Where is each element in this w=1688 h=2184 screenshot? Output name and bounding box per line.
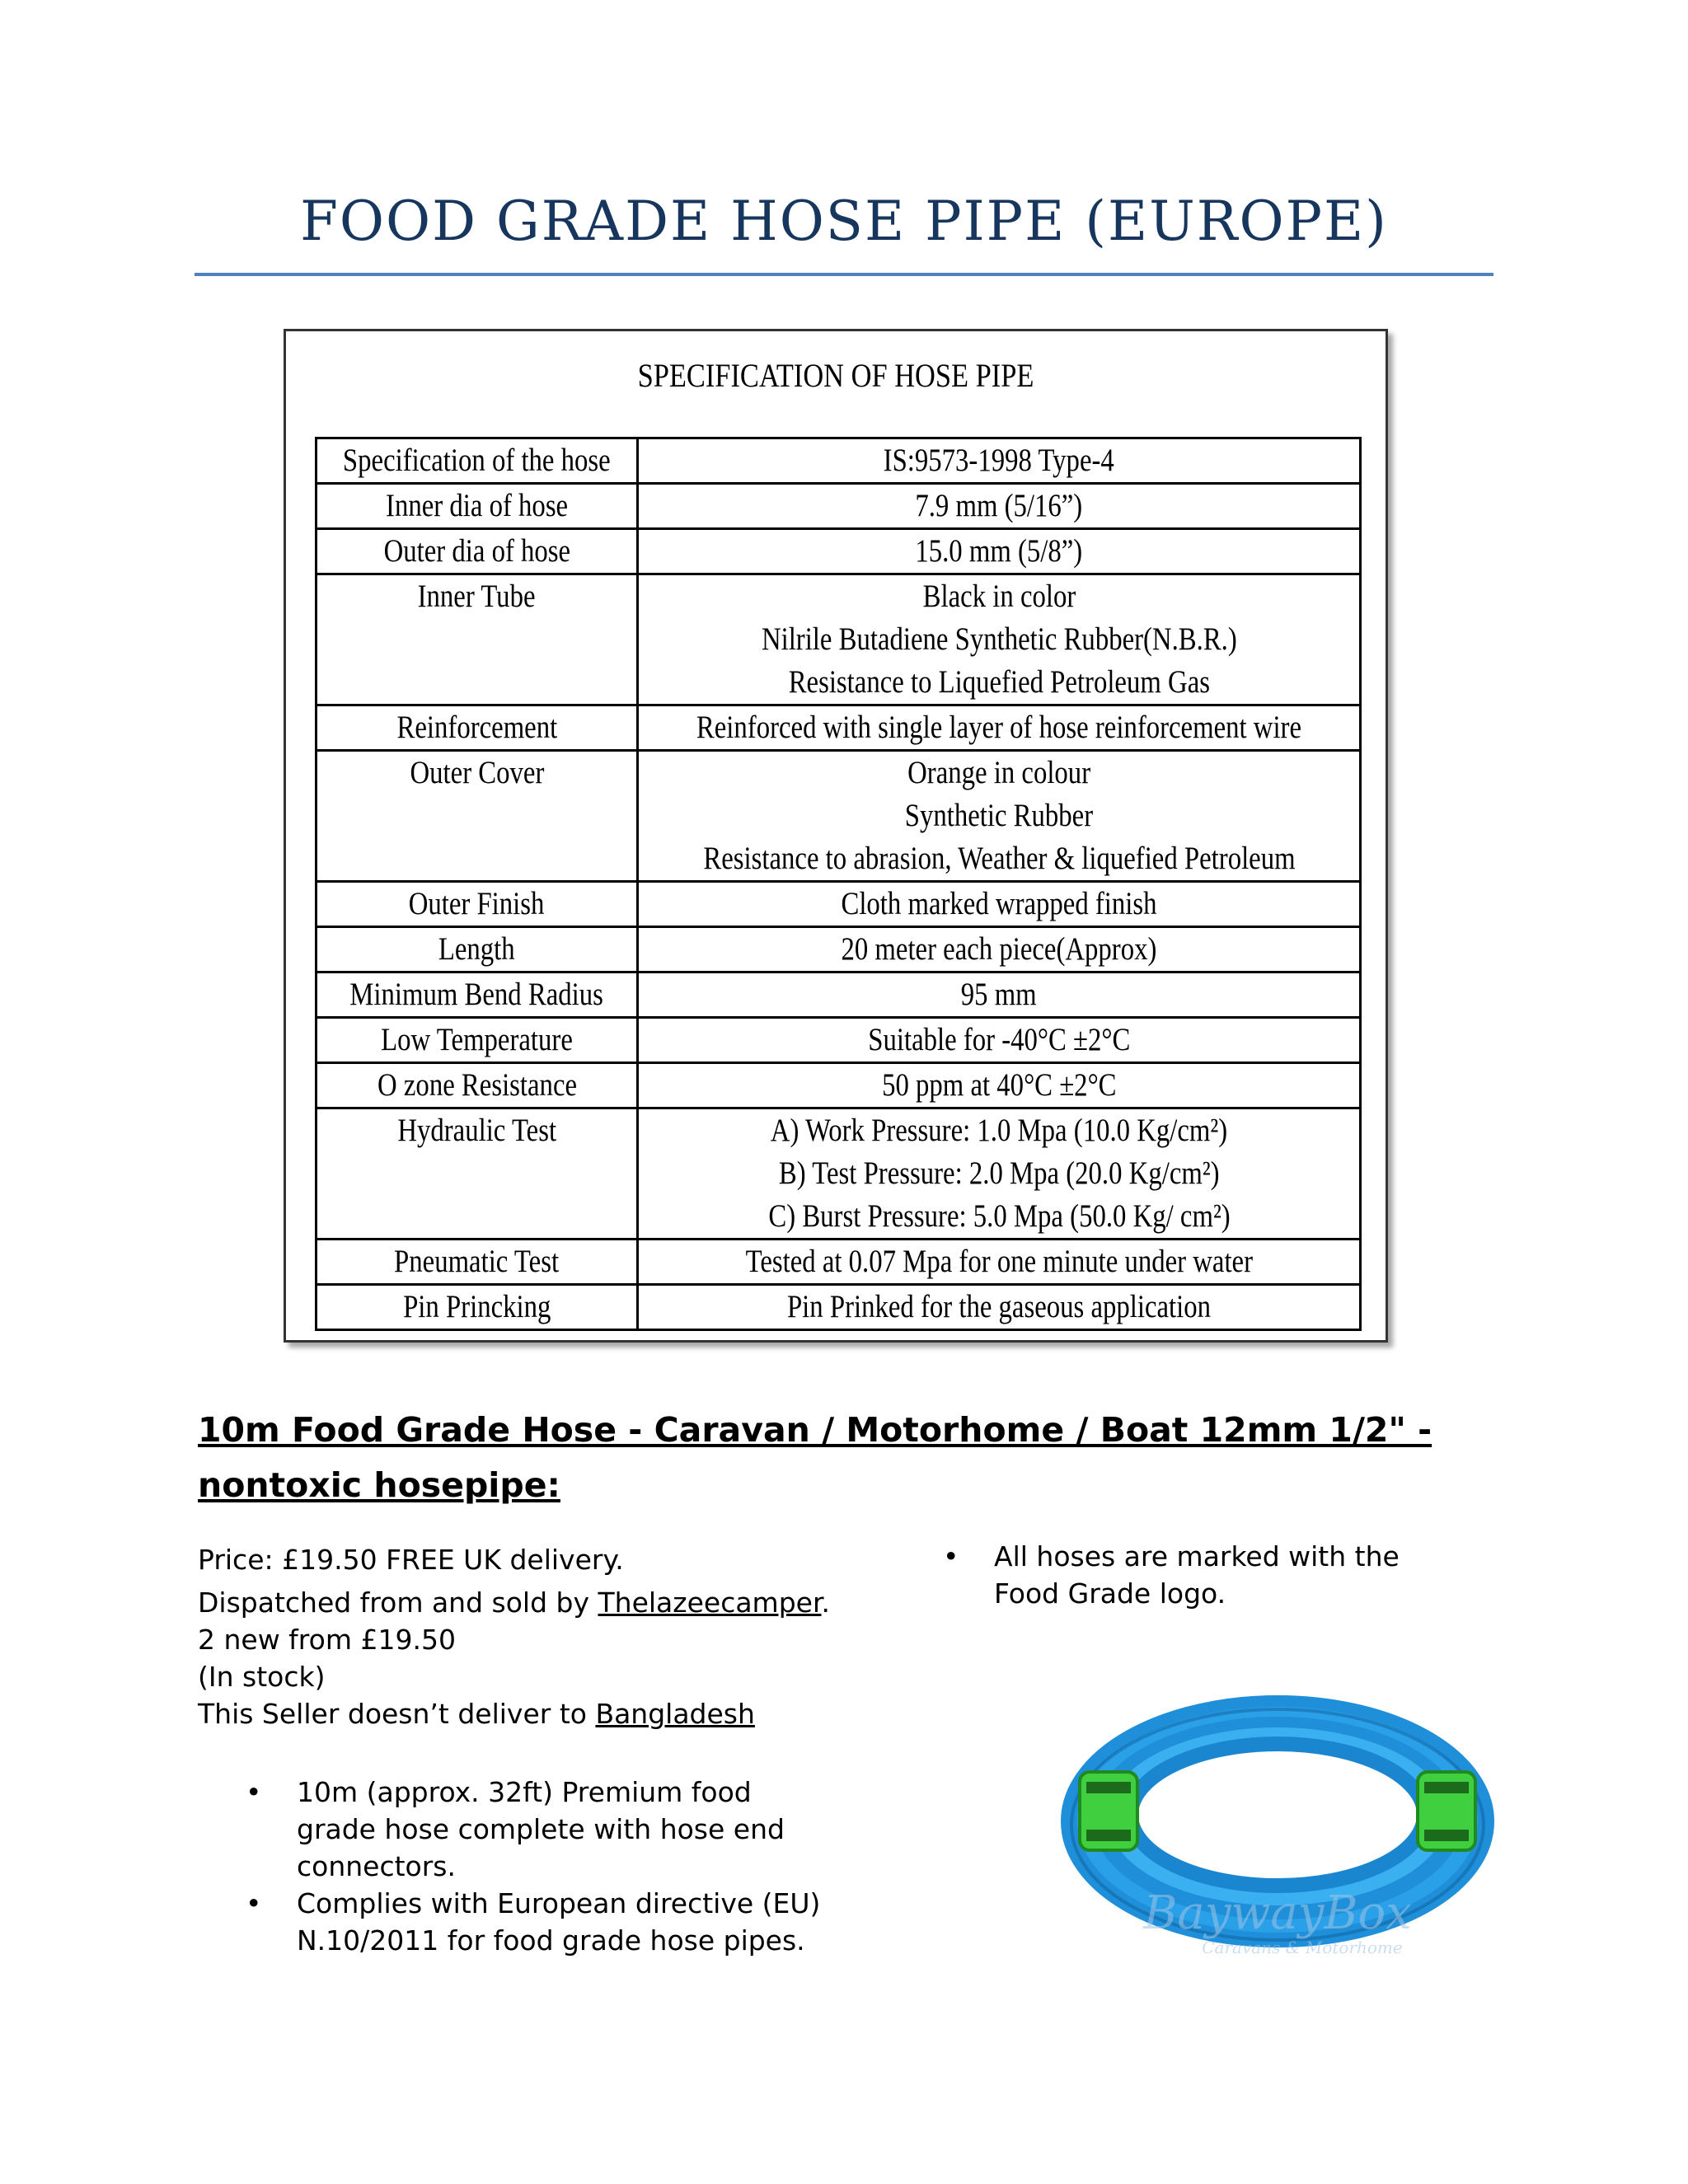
country-link[interactable]: Bangladesh bbox=[595, 1698, 755, 1730]
spec-label bbox=[316, 1240, 638, 1285]
table-row bbox=[316, 705, 1361, 751]
spec-label bbox=[316, 1285, 638, 1330]
spec-label-text: Pin Princking bbox=[402, 1289, 551, 1324]
spec-label-text: Length bbox=[438, 931, 515, 967]
spec-value-line: Tested at 0.07 Mpa for one minute under water bbox=[745, 1244, 1253, 1279]
spec-value-line: Nilrile Butadiene Synthetic Rubber(N.B.R.) bbox=[761, 621, 1237, 657]
spec-label bbox=[316, 574, 638, 705]
table-row bbox=[316, 484, 1361, 529]
table-row bbox=[316, 972, 1361, 1018]
spec-value-line: 20 meter each piece(Approx) bbox=[841, 931, 1157, 967]
spec-value bbox=[638, 1063, 1361, 1108]
spec-value bbox=[638, 438, 1361, 484]
spec-value bbox=[638, 1108, 1361, 1240]
spec-value bbox=[638, 529, 1361, 574]
spec-value-line: B) Test Pressure: 2.0 Mpa (20.0 Kg/cm²) bbox=[778, 1155, 1220, 1191]
dispatch-suffix: . bbox=[821, 1586, 830, 1619]
connector-right-icon bbox=[1418, 1772, 1475, 1850]
spec-label-text: Minimum Bend Radius bbox=[349, 977, 604, 1012]
list-item: • 10m (approx. 32ft) Premium food grade hose complete with hose end connectors. bbox=[198, 1774, 824, 1885]
seller-link[interactable]: Thelazeecamper bbox=[598, 1586, 822, 1619]
spec-label-text: O zone Resistance bbox=[377, 1067, 577, 1103]
spec-value bbox=[638, 1285, 1361, 1330]
spec-label-text: Pneumatic Test bbox=[394, 1244, 560, 1279]
spec-value-line: Cloth marked wrapped finish bbox=[841, 886, 1157, 921]
list-item: • All hoses are marked with the Food Grade logo. bbox=[895, 1538, 1472, 1612]
spec-value bbox=[638, 927, 1361, 972]
list-item: • Complies with European directive (EU) N.10/2011 for food grade hose pipes. bbox=[198, 1885, 824, 1959]
dispatch-line bbox=[198, 1584, 907, 1621]
spec-image-frame bbox=[284, 329, 1388, 1343]
table-row bbox=[316, 882, 1361, 927]
spec-label bbox=[316, 882, 638, 927]
spec-label bbox=[316, 438, 638, 484]
table-row bbox=[316, 1063, 1361, 1108]
spec-label bbox=[316, 972, 638, 1018]
spec-value-line: Pin Prinked for the gaseous application bbox=[787, 1289, 1212, 1324]
spec-value-line: A) Work Pressure: 1.0 Mpa (10.0 Kg/cm²) bbox=[770, 1113, 1228, 1148]
spec-label bbox=[316, 1063, 638, 1108]
spec-label-text: Reinforcement bbox=[396, 710, 557, 745]
spec-label-text: Outer Cover bbox=[410, 755, 544, 790]
spec-heading: SPECIFICATION OF HOSE PIPE bbox=[637, 357, 1034, 394]
spec-label-text: Inner Tube bbox=[418, 579, 536, 614]
spec-value-line: 15.0 mm (5/8”) bbox=[915, 533, 1083, 569]
delivery-prefix: This Seller doesn’t deliver to bbox=[198, 1698, 596, 1730]
new-from-text: 2 new from £19.50 bbox=[198, 1624, 456, 1656]
spec-value bbox=[638, 484, 1361, 529]
spec-value-line: Resistance to Liquefied Petroleum Gas bbox=[788, 664, 1210, 700]
spec-value bbox=[638, 882, 1361, 927]
spec-value bbox=[638, 751, 1361, 882]
spec-value-line: C) Burst Pressure: 5.0 Mpa (50.0 Kg/ cm²) bbox=[767, 1198, 1231, 1234]
spec-value-line: Suitable for -40°C ±2°C bbox=[867, 1022, 1131, 1057]
feature-list-left bbox=[198, 1774, 824, 1959]
spec-value bbox=[638, 574, 1361, 705]
spec-value-line: Resistance to abrasion, Weather & liquefied Petroleum bbox=[702, 841, 1296, 876]
spec-label bbox=[316, 927, 638, 972]
spec-table bbox=[315, 437, 1362, 1331]
spec-value-line: Orange in colour bbox=[907, 755, 1091, 790]
spec-label-text: Hydraulic Test bbox=[397, 1113, 556, 1148]
title-divider bbox=[195, 273, 1493, 276]
spec-label-text: Specification of the hose bbox=[343, 443, 611, 478]
spec-label-text: Outer Finish bbox=[409, 886, 545, 921]
spec-value-line: 50 ppm at 40°C ±2°C bbox=[881, 1067, 1117, 1103]
feature-list-right bbox=[895, 1538, 1472, 1612]
stock-status: (In stock) bbox=[198, 1661, 326, 1693]
spec-label bbox=[316, 529, 638, 574]
table-row bbox=[316, 1018, 1361, 1063]
table-row bbox=[316, 1108, 1361, 1240]
delivery-line bbox=[198, 1695, 907, 1732]
table-row bbox=[316, 529, 1361, 574]
spec-value bbox=[638, 1240, 1361, 1285]
table-row bbox=[316, 438, 1361, 484]
spec-value bbox=[638, 1018, 1361, 1063]
price-text: Price: £19.50 FREE UK delivery. bbox=[198, 1544, 624, 1576]
table-row bbox=[316, 1240, 1361, 1285]
spec-label-text: Inner dia of hose bbox=[386, 488, 569, 523]
spec-value-line: Synthetic Rubber bbox=[904, 798, 1094, 833]
spec-value-line: IS:9573-1998 Type-4 bbox=[883, 443, 1115, 478]
spec-value-line: Black in color bbox=[922, 579, 1076, 614]
product-heading: 10m Food Grade Hose - Caravan / Motorhome / Boat 12mm 1/2" - nontoxic hosepipe: bbox=[198, 1410, 1432, 1505]
hose-product-image bbox=[1055, 1640, 1500, 1970]
image-watermark-sub: Caravans & Motorhome bbox=[1202, 1938, 1403, 1957]
dispatch-prefix: Dispatched from and sold by bbox=[198, 1586, 598, 1619]
spec-label bbox=[316, 484, 638, 529]
spec-label bbox=[316, 751, 638, 882]
spec-value bbox=[638, 705, 1361, 751]
spec-label bbox=[316, 1018, 638, 1063]
spec-value bbox=[638, 972, 1361, 1018]
table-row bbox=[316, 1285, 1361, 1330]
image-watermark: BaywayBox bbox=[1143, 1886, 1412, 1940]
product-info bbox=[198, 1541, 907, 1732]
spec-label bbox=[316, 1108, 638, 1240]
spec-label bbox=[316, 705, 638, 751]
spec-value-line: Reinforced with single layer of hose reinforcement wire bbox=[696, 710, 1302, 745]
table-row bbox=[316, 927, 1361, 972]
spec-label-text: Outer dia of hose bbox=[383, 533, 570, 569]
connector-left-icon bbox=[1080, 1772, 1137, 1850]
spec-value-line: 95 mm bbox=[961, 977, 1037, 1012]
spec-value-line: 7.9 mm (5/16”) bbox=[915, 488, 1083, 523]
page-title: FOOD GRADE HOSE PIPE (EUROPE) bbox=[300, 190, 1388, 253]
table-row bbox=[316, 751, 1361, 882]
table-row bbox=[316, 574, 1361, 705]
spec-label-text: Low Temperature bbox=[381, 1022, 573, 1057]
